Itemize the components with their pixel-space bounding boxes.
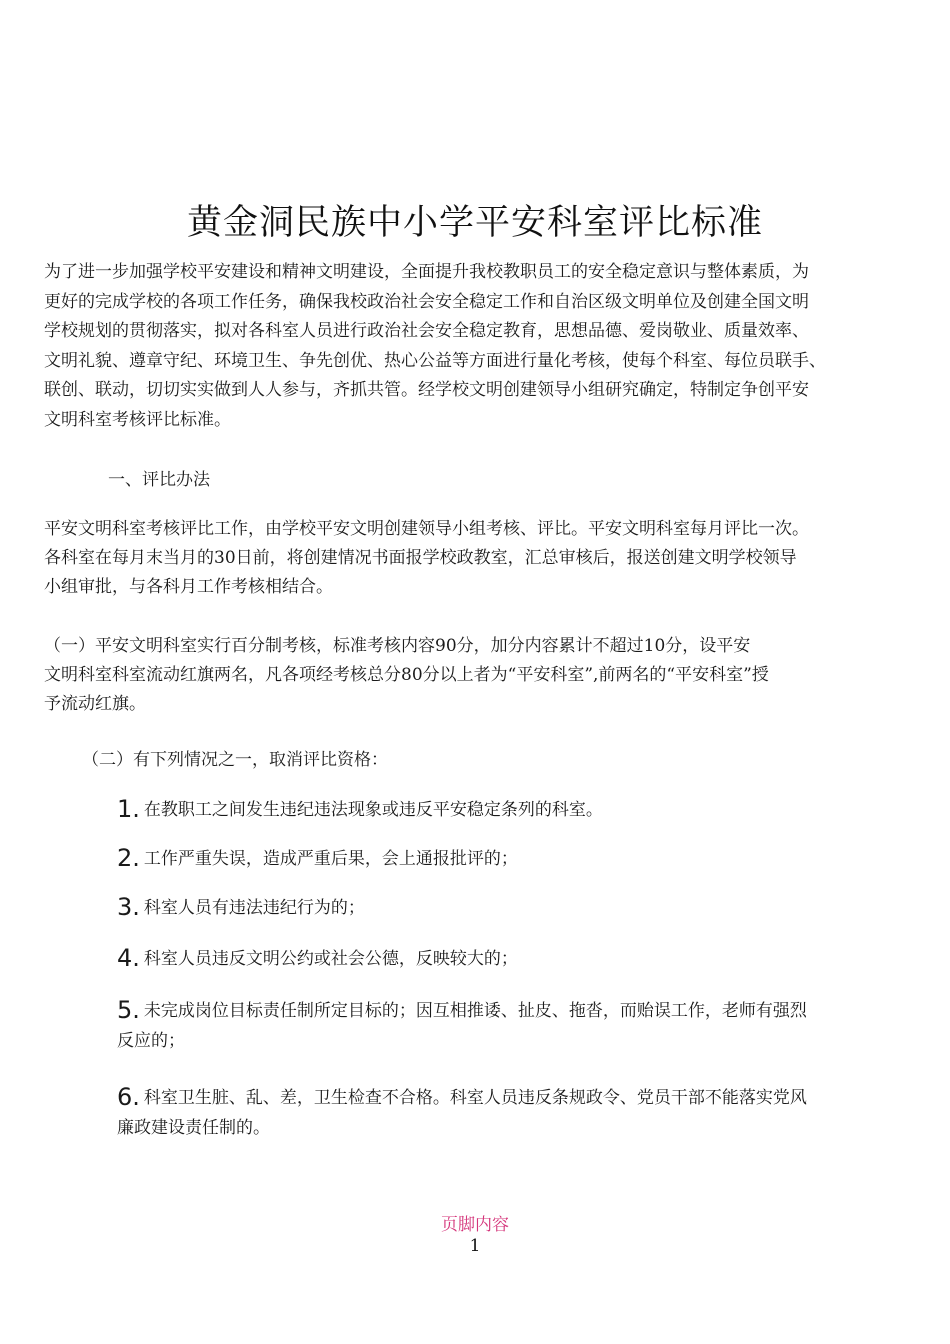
intro-line: 学校规划的贯彻落实，拟对各科室人员进行政治社会安全稳定教育，思想品德、爱岗敬业、质量效率、 xyxy=(44,321,809,341)
item-text: 未完成岗位目标责任制所定目标的；因互相推诿、扯皮、拖沓，而贻误工作，老师有强烈 xyxy=(143,1001,807,1021)
method-line: 小组审批，与各科月工作考核相结合。 xyxy=(44,577,333,597)
disqualification-item-3 xyxy=(117,892,917,923)
item-number: 3. xyxy=(117,893,140,921)
intro-paragraph xyxy=(44,258,919,435)
item-text: 科室人员违反文明公约或社会公德，反映较大的； xyxy=(143,949,518,969)
method-paragraph xyxy=(44,515,914,602)
disqualification-item-4 xyxy=(117,943,917,974)
item-number: 1. xyxy=(117,795,140,823)
disqualification-item-5 xyxy=(117,995,917,1056)
page-footer: 页脚内容 xyxy=(441,1215,509,1235)
item-one-line: 文明科室科室流动红旗两名，凡各项经考核总分80分以上者为“平安科室”,前两名的“平安科室”授 xyxy=(44,665,769,685)
item-number: 5. xyxy=(117,996,140,1024)
item-two-heading: （二）有下列情况之一，取消评比资格： xyxy=(82,750,388,770)
item-text: 科室人员有违法违纪行为的； xyxy=(143,898,365,918)
intro-line: 更好的完成学校的各项工作任务，确保我校政治社会安全稳定工作和自治区级文明单位及创建全国文明 xyxy=(44,291,809,312)
disqualification-item-6 xyxy=(117,1082,917,1143)
document-title: 黄金洞民族中小学平安科室评比标准 xyxy=(186,203,763,244)
intro-line: 文明礼貌、遵章守纪、环境卫生、争先创优、热心公益等方面进行量化考核，使每个科室、每位员联手、 xyxy=(44,350,826,371)
method-line: 各科室在每月末当月的30日前，将创建情况书面报学校政教室，汇总审核后，报送创建文明学校领导 xyxy=(44,548,797,568)
disqualification-item-1 xyxy=(117,794,917,825)
item-text: 在教职工之间发生违纪违法现象或违反平安稳定条列的科室。 xyxy=(143,800,603,820)
item-number: 4. xyxy=(117,944,140,972)
item-one-line: （一）平安文明科室实行百分制考核，标准考核内容90分，加分内容累计不超过10分，设平安 xyxy=(44,636,751,656)
section-one-heading: 一、评比办法 xyxy=(108,470,210,490)
item-text: 科室卫生脏、乱、差，卫生检查不合格。科室人员违反条规政令、党员干部不能落实党风 xyxy=(143,1088,807,1108)
intro-line: 文明科室考核评比标准。 xyxy=(44,409,231,430)
intro-line: 联创、联动，切切实实做到人人参与，齐抓共管。经学校文明创建领导小组研究确定，特制定争创平安 xyxy=(44,380,809,400)
item-text-continued: 廉政建设责任制的。 xyxy=(117,1118,270,1138)
item-number: 6. xyxy=(117,1083,140,1111)
page-number: 1 xyxy=(469,1236,481,1256)
intro-line: 为了进一步加强学校平安建设和精神文明建设，全面提升我校教职员工的安全稳定意识与整体素质，为 xyxy=(44,262,809,282)
item-text-continued: 反应的； xyxy=(117,1031,185,1051)
disqualification-item-2 xyxy=(117,843,917,874)
item-text: 工作严重失误，造成严重后果，会上通报批评的； xyxy=(143,849,518,869)
item-one-line: 予流动红旗。 xyxy=(44,694,146,714)
item-one-paragraph xyxy=(44,632,919,719)
item-number: 2. xyxy=(117,844,140,872)
method-line: 平安文明科室考核评比工作，由学校平安文明创建领导小组考核、评比。平安文明科室每月评比一次。 xyxy=(44,519,809,539)
